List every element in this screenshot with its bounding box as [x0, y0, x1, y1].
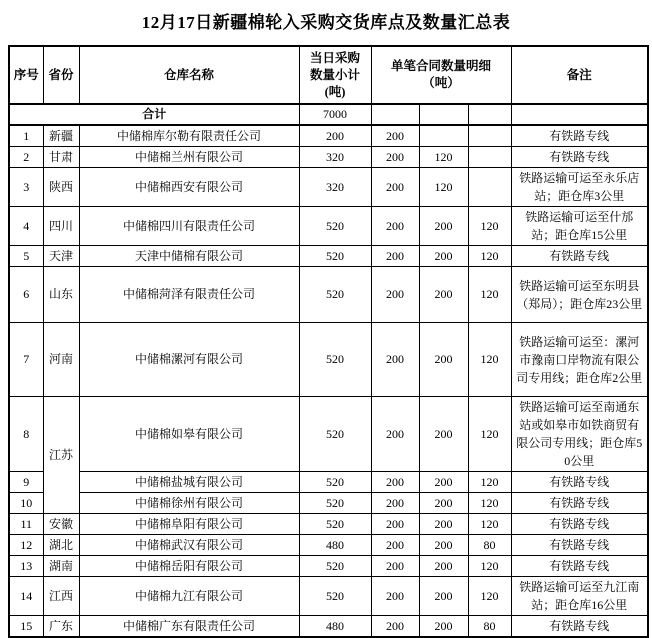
- contract-detail-3-cell: [468, 147, 511, 168]
- province-cell: 陕西: [43, 168, 79, 207]
- contract-detail-3-cell: 120: [468, 577, 511, 616]
- total-detail-3-cell: [468, 104, 511, 125]
- table-row: [9, 556, 648, 577]
- col-header-province: 省份: [43, 46, 79, 104]
- contract-detail-2-cell: 120: [419, 168, 468, 207]
- province-cell: 新疆: [43, 125, 79, 147]
- table-body: [9, 104, 648, 637]
- contract-detail-2-cell: 200: [419, 493, 468, 514]
- warehouse-cell: 中储棉兰州有限公司: [79, 147, 299, 168]
- row-no-cell: 15: [9, 616, 43, 638]
- row-no-cell: 14: [9, 577, 43, 616]
- table-row: [9, 147, 648, 168]
- contract-detail-2-cell: 200: [419, 472, 468, 493]
- remark-cell: 有铁路专线: [511, 472, 648, 493]
- province-cell: 江西: [43, 577, 79, 616]
- col-header-no: 序号: [9, 46, 43, 104]
- row-no-cell: 5: [9, 246, 43, 267]
- daily-subtotal-cell: 520: [299, 397, 371, 472]
- daily-subtotal-cell: 520: [299, 323, 371, 397]
- page-title: 12月17日新疆棉轮入采购交货库点及数量汇总表: [141, 13, 511, 32]
- remark-cell: 有铁路专线: [511, 535, 648, 556]
- daily-subtotal-cell: 520: [299, 267, 371, 323]
- row-no-cell: 8: [9, 397, 43, 472]
- contract-detail-1-cell: 200: [371, 323, 419, 397]
- daily-subtotal-cell: 520: [299, 577, 371, 616]
- table-row: [9, 323, 648, 397]
- col-header-daily-line2: 数量小计: [309, 67, 360, 82]
- contract-detail-1-cell: 200: [371, 535, 419, 556]
- contract-detail-2-cell: 200: [419, 323, 468, 397]
- contract-detail-1-cell: 200: [371, 147, 419, 168]
- warehouse-cell: 中储棉广东有限责任公司: [79, 616, 299, 638]
- row-no-cell: 6: [9, 267, 43, 323]
- contract-detail-1-cell: 200: [371, 207, 419, 246]
- table-row: [9, 616, 648, 638]
- row-no-cell: 12: [9, 535, 43, 556]
- contract-detail-2-cell: 200: [419, 616, 468, 638]
- warehouse-cell: 中储棉岳阳有限公司: [79, 556, 299, 577]
- contract-detail-1-cell: 200: [371, 616, 419, 638]
- row-no-cell: 10: [9, 493, 43, 514]
- contract-detail-3-cell: 120: [468, 493, 511, 514]
- col-header-detail-line2: （吨）: [422, 76, 460, 90]
- table-row: [9, 577, 648, 616]
- contract-detail-1-cell: 200: [371, 556, 419, 577]
- contract-detail-1-cell: 200: [371, 125, 419, 147]
- contract-detail-2-cell: [419, 125, 468, 147]
- remark-cell: 有铁路专线: [511, 556, 648, 577]
- contract-detail-1-cell: 200: [371, 472, 419, 493]
- table-row: [9, 207, 648, 246]
- table-row: [9, 472, 648, 493]
- province-cell: 湖北: [43, 535, 79, 556]
- row-no-cell: 13: [9, 556, 43, 577]
- contract-detail-1-cell: 200: [371, 246, 419, 267]
- warehouse-cell: 中储棉如皋有限公司: [79, 397, 299, 472]
- daily-subtotal-cell: 480: [299, 535, 371, 556]
- col-header-warehouse: 仓库名称: [79, 46, 299, 104]
- col-header-detail-line1: 单笔合同数量明细: [391, 59, 492, 73]
- province-cell: 山东: [43, 267, 79, 323]
- warehouse-cell: 中储棉阜阳有限公司: [79, 514, 299, 535]
- row-no-cell: 2: [9, 147, 43, 168]
- contract-detail-3-cell: 120: [468, 556, 511, 577]
- total-label-cell: 合计: [9, 104, 299, 125]
- contract-detail-2-cell: 200: [419, 577, 468, 616]
- province-cell: 江苏: [43, 397, 79, 514]
- warehouse-cell: 中储棉武汉有限公司: [79, 535, 299, 556]
- daily-subtotal-cell: 320: [299, 168, 371, 207]
- warehouse-cell: 中储棉盐城有限公司: [79, 472, 299, 493]
- contract-detail-3-cell: [468, 168, 511, 207]
- table-row: [9, 397, 648, 472]
- contract-detail-3-cell: 80: [468, 616, 511, 638]
- row-no-cell: 4: [9, 207, 43, 246]
- province-cell: 广东: [43, 616, 79, 638]
- remark-cell: 铁路运输可运至：漯河市豫南口岸物流有限公司专用线；距仓库2公里: [511, 323, 648, 397]
- warehouse-cell: 中储棉西安有限公司: [79, 168, 299, 207]
- remark-cell: 有铁路专线: [511, 514, 648, 535]
- province-cell: 安徽: [43, 514, 79, 535]
- summary-table: [8, 45, 649, 638]
- remark-cell: 铁路运输可运至东明县（郑局）；距仓库23公里: [511, 267, 648, 323]
- remark-cell: 铁路运输可运至九江南站；距仓库16公里: [511, 577, 648, 616]
- contract-detail-2-cell: 120: [419, 147, 468, 168]
- daily-subtotal-cell: 320: [299, 147, 371, 168]
- row-no-cell: 7: [9, 323, 43, 397]
- contract-detail-3-cell: 120: [468, 323, 511, 397]
- total-detail-1-cell: [371, 104, 419, 125]
- table-row: [9, 246, 648, 267]
- province-cell: 甘肃: [43, 147, 79, 168]
- contract-detail-1-cell: 200: [371, 397, 419, 472]
- row-no-cell: 1: [9, 125, 43, 147]
- warehouse-cell: 中储棉九江有限公司: [79, 577, 299, 616]
- daily-subtotal-cell: 480: [299, 616, 371, 638]
- table-row: [9, 493, 648, 514]
- col-header-contract-detail: [371, 46, 511, 104]
- contract-detail-3-cell: 80: [468, 535, 511, 556]
- contract-detail-3-cell: 120: [468, 267, 511, 323]
- warehouse-cell: 中储棉菏泽有限责任公司: [79, 267, 299, 323]
- total-row: [9, 104, 648, 125]
- table-row: [9, 168, 648, 207]
- province-cell: 湖南: [43, 556, 79, 577]
- contract-detail-3-cell: 120: [468, 514, 511, 535]
- col-header-daily-line1: 当日采购: [309, 50, 360, 65]
- contract-detail-1-cell: 200: [371, 267, 419, 323]
- remark-cell: 有铁路专线: [511, 147, 648, 168]
- daily-subtotal-cell: 520: [299, 472, 371, 493]
- table-row: [9, 514, 648, 535]
- total-detail-2-cell: [419, 104, 468, 125]
- table-row: [9, 125, 648, 147]
- row-no-cell: 11: [9, 514, 43, 535]
- daily-subtotal-cell: 520: [299, 246, 371, 267]
- remark-cell: 铁路运输可运至什邡站；距仓库15公里: [511, 207, 648, 246]
- warehouse-cell: 中储棉四川有限责任公司: [79, 207, 299, 246]
- daily-subtotal-cell: 520: [299, 493, 371, 514]
- row-no-cell: 3: [9, 168, 43, 207]
- contract-detail-3-cell: 120: [468, 207, 511, 246]
- province-cell: 天津: [43, 246, 79, 267]
- remark-cell: 有铁路专线: [511, 125, 648, 147]
- warehouse-cell: 中储棉徐州有限公司: [79, 493, 299, 514]
- total-daily-subtotal-cell: 7000: [299, 104, 371, 125]
- contract-detail-2-cell: 200: [419, 207, 468, 246]
- remark-cell: 铁路运输可运至南通东站或如皋市如铁商贸有限公司专用线；距仓库50公里: [511, 397, 648, 472]
- remark-cell: 有铁路专线: [511, 246, 648, 267]
- contract-detail-2-cell: 200: [419, 397, 468, 472]
- remark-cell: 有铁路专线: [511, 493, 648, 514]
- remark-cell: 有铁路专线: [511, 616, 648, 638]
- contract-detail-1-cell: 200: [371, 493, 419, 514]
- contract-detail-3-cell: 120: [468, 246, 511, 267]
- province-cell: 四川: [43, 207, 79, 246]
- contract-detail-3-cell: [468, 125, 511, 147]
- col-header-daily-line3: (吨): [324, 84, 346, 99]
- warehouse-cell: 中储棉库尔勒有限责任公司: [79, 125, 299, 147]
- contract-detail-2-cell: 200: [419, 246, 468, 267]
- col-header-remark: 备注: [511, 46, 648, 104]
- contract-detail-1-cell: 200: [371, 514, 419, 535]
- contract-detail-2-cell: 200: [419, 556, 468, 577]
- contract-detail-3-cell: 120: [468, 397, 511, 472]
- col-header-daily-subtotal: [299, 46, 371, 104]
- contract-detail-2-cell: 200: [419, 514, 468, 535]
- daily-subtotal-cell: 520: [299, 207, 371, 246]
- contract-detail-2-cell: 200: [419, 267, 468, 323]
- contract-detail-1-cell: 200: [371, 577, 419, 616]
- daily-subtotal-cell: 200: [299, 125, 371, 147]
- total-remark-cell: [511, 104, 648, 125]
- daily-subtotal-cell: 520: [299, 514, 371, 535]
- warehouse-cell: 中储棉漯河有限公司: [79, 323, 299, 397]
- province-cell: 河南: [43, 323, 79, 397]
- warehouse-cell: 天津中储棉有限公司: [79, 246, 299, 267]
- contract-detail-2-cell: 200: [419, 535, 468, 556]
- row-no-cell: 9: [9, 472, 43, 493]
- daily-subtotal-cell: 520: [299, 556, 371, 577]
- contract-detail-3-cell: 120: [468, 472, 511, 493]
- remark-cell: 铁路运输可运至永乐店站；距仓库3公里: [511, 168, 648, 207]
- table-row: [9, 535, 648, 556]
- contract-detail-1-cell: 200: [371, 168, 419, 207]
- header-row: [9, 46, 648, 104]
- table-row: [9, 267, 648, 323]
